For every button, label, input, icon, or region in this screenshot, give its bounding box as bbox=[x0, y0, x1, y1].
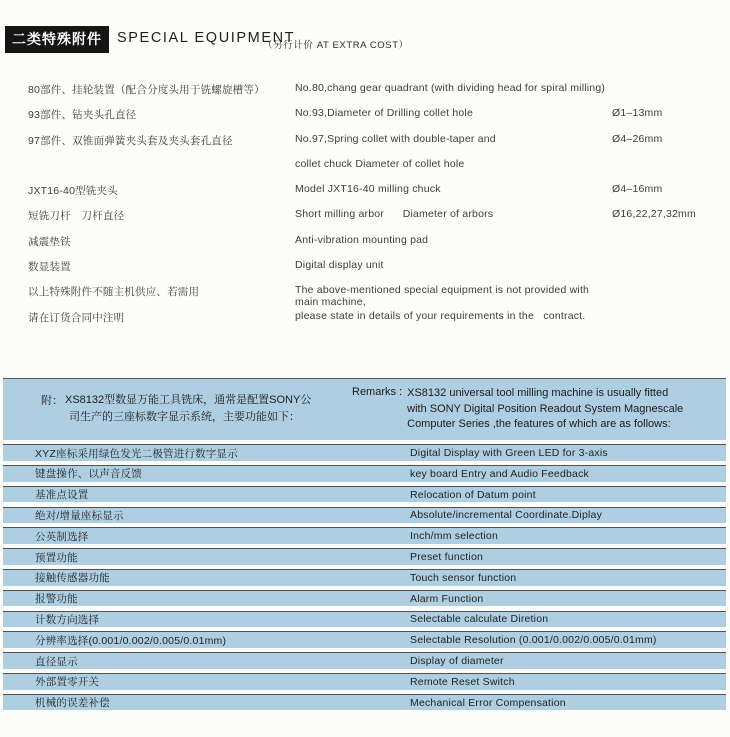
remarks-label: Remarks : bbox=[352, 386, 403, 398]
equipment-note-cn: 请在订货合同中注明 bbox=[28, 311, 125, 324]
remarks-note bbox=[352, 386, 683, 433]
feature-row bbox=[3, 673, 726, 690]
feature-cn: 机械的误差补偿 bbox=[35, 697, 110, 710]
equipment-note-en: please state in details of your requirements in the contract. bbox=[295, 309, 586, 322]
equipment-name-cn: JXT16-40型铣夹头 bbox=[28, 185, 118, 198]
feature-en: Remote Reset Switch bbox=[410, 675, 515, 688]
page-subtitle: （另行计价 AT EXTRA COST） bbox=[263, 40, 409, 51]
feature-en: Display of diameter bbox=[410, 655, 504, 668]
equipment-name-cn: 93部件、钻夹头孔直径 bbox=[28, 109, 137, 122]
features-table bbox=[3, 444, 726, 710]
feature-row bbox=[3, 611, 726, 628]
equipment-row bbox=[28, 158, 723, 183]
feature-cn: 外部置零开关 bbox=[35, 676, 100, 689]
cn-note bbox=[41, 392, 311, 426]
equipment-note-cn: 以上特殊附件不随主机供应、若需用 bbox=[28, 286, 200, 299]
feature-row bbox=[3, 590, 726, 607]
equipment-value: Ø4–16mm bbox=[612, 183, 663, 196]
feature-en: Preset function bbox=[410, 551, 484, 564]
feature-row bbox=[3, 631, 726, 648]
feature-cn: 分辨率选择(0.001/0.002/0.005/0.01mm) bbox=[35, 634, 227, 647]
feature-cn: 基准点设置 bbox=[35, 489, 89, 502]
feature-cn: 键盘操作、以声音反馈 bbox=[35, 468, 142, 481]
equipment-name-cn: 80部件、挂轮装置（配合分度头用于铣螺旋槽等） bbox=[28, 84, 265, 96]
feature-en: key board Entry and Audio Feedback bbox=[410, 467, 589, 480]
remarks-line: XS8132 universal tool milling machine is usually fitted bbox=[407, 387, 669, 399]
feature-en: Digital Display with Green LED for 3-axis bbox=[410, 447, 608, 460]
feature-cn: 直径显示 bbox=[35, 655, 78, 668]
feature-cn: 预置功能 bbox=[35, 551, 78, 564]
page-title: SPECIAL EQUIPMENT bbox=[117, 30, 296, 46]
section-badge: 二类特殊附件 bbox=[5, 26, 109, 53]
feature-en: Alarm Function bbox=[410, 592, 484, 605]
equipment-name-cn: 97部件、双锥面弹簧夹头套及夹头套孔直径 bbox=[28, 134, 233, 147]
feature-cn: XYZ座标采用绿色发光二极管进行数字显示 bbox=[35, 447, 238, 460]
equipment-name-en: No.80,chang gear quadrant (with dividing head for spiral milling) bbox=[295, 82, 606, 94]
equipment-name-en: No.97,Spring collet with double-taper and bbox=[295, 132, 496, 145]
feature-en: Touch sensor function bbox=[410, 571, 517, 584]
equipment-table bbox=[28, 82, 723, 335]
feature-en: Inch/mm selection bbox=[410, 530, 499, 543]
equipment-name-cn: 短铣刀杆 刀杆直径 bbox=[28, 210, 125, 223]
feature-en: Selectable calculate Diretion bbox=[410, 613, 549, 626]
feature-en: Selectable Resolution (0.001/0.002/0.005/0.01mm) bbox=[410, 634, 657, 647]
feature-en: Absolute/incremental Coordinate.Diplay bbox=[410, 509, 603, 522]
cn-note-lines bbox=[65, 392, 311, 426]
equipment-name-en: Digital display unit bbox=[295, 259, 384, 272]
cn-note-line: XS8132型数显万能工具铣床，通常是配置SONY公 bbox=[65, 394, 312, 406]
equipment-value: Ø1–13mm bbox=[612, 107, 663, 120]
equipment-value: Ø4–26mm bbox=[612, 132, 663, 145]
feature-row bbox=[3, 465, 726, 482]
remarks-line: with SONY Digital Position Readout System Magnescale bbox=[407, 402, 684, 415]
equipment-row bbox=[28, 183, 723, 208]
feature-cn: 计数方向选择 bbox=[35, 613, 100, 626]
feature-en: Mechanical Error Compensation bbox=[410, 696, 566, 709]
equipment-row bbox=[28, 107, 723, 132]
equipment-name-en: Short milling arbor Diameter of arbors bbox=[295, 208, 494, 221]
feature-cn: 公英制选择 bbox=[35, 530, 89, 543]
remarks-line: Computer Series ,the features of which are as follows: bbox=[407, 418, 671, 430]
feature-row bbox=[3, 444, 726, 461]
remarks-lines bbox=[407, 386, 683, 433]
equipment-name-cn: 数显装置 bbox=[28, 261, 71, 274]
cn-note-label: 附： bbox=[41, 395, 63, 407]
equipment-name-en: Model JXT16-40 milling chuck bbox=[295, 183, 441, 196]
feature-cn: 接触传感器功能 bbox=[35, 572, 110, 585]
feature-cn: 报警功能 bbox=[35, 593, 78, 606]
feature-row bbox=[3, 548, 726, 565]
cn-note-line: 司生产的三座标数字显示系统，主要功能如下： bbox=[69, 411, 300, 423]
feature-row bbox=[3, 569, 726, 586]
feature-row bbox=[3, 652, 726, 669]
equipment-row bbox=[28, 133, 723, 158]
equipment-name-en: collet chuck Diameter of collet hole bbox=[295, 157, 465, 170]
equipment-row bbox=[28, 82, 723, 107]
equipment-name-en: Anti-vibration mounting pad bbox=[295, 233, 429, 246]
feature-cn: 绝对/增量座标显示 bbox=[35, 509, 124, 522]
equipment-row bbox=[28, 208, 723, 233]
equipment-row bbox=[28, 259, 723, 284]
equipment-name-cn: 减震垫铁 bbox=[28, 235, 71, 248]
equipment-row bbox=[28, 234, 723, 259]
feature-row bbox=[3, 694, 726, 711]
remarks-panel bbox=[3, 378, 726, 710]
equipment-row bbox=[28, 310, 723, 335]
remarks-panel-header bbox=[3, 378, 726, 440]
feature-row bbox=[3, 486, 726, 503]
feature-en: Relocation of Datum point bbox=[410, 488, 536, 501]
equipment-value: Ø16,22,27,32mm bbox=[612, 208, 696, 221]
feature-row bbox=[3, 527, 726, 544]
feature-row bbox=[3, 507, 726, 524]
equipment-name-en: No.93,Diameter of Drilling collet hole bbox=[295, 107, 474, 120]
equipment-note-en: The above-mentioned special equipment is not provided with main machine, bbox=[295, 284, 593, 309]
equipment-row bbox=[28, 284, 723, 309]
